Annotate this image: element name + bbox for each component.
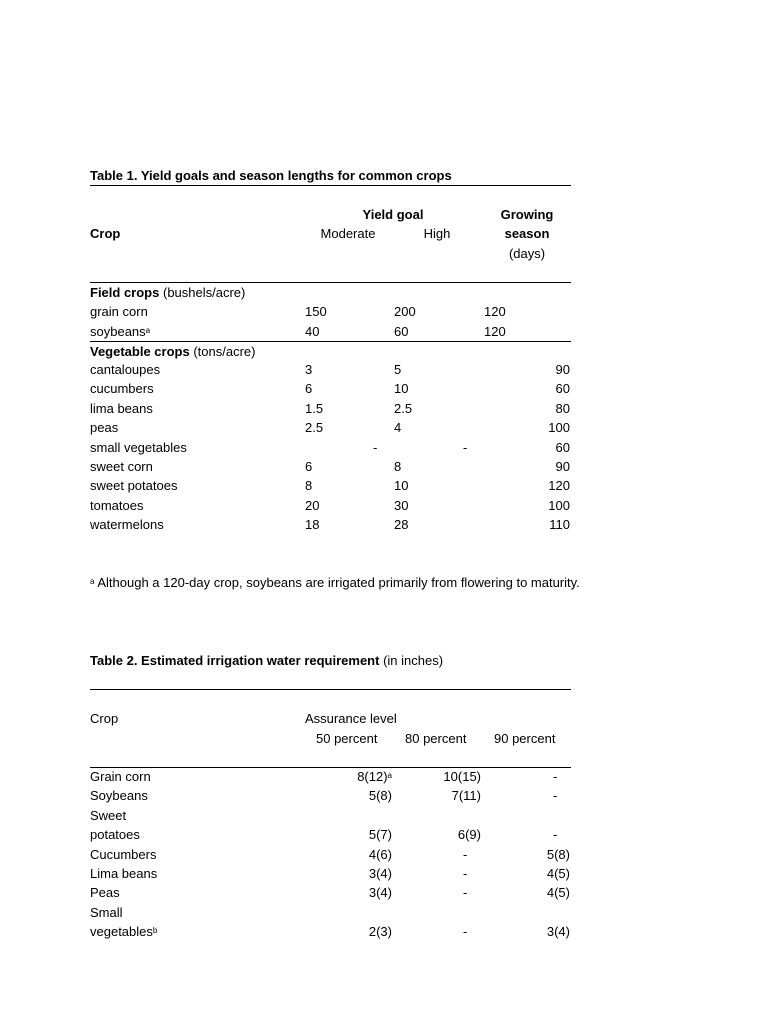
table2-crop-name-line1: Sweet <box>90 807 127 823</box>
table2-value-50: $8(12)^a$ <box>357 769 392 784</box>
vegetable-crop-high: 30 <box>394 497 409 513</box>
field-crops-section <box>90 285 245 301</box>
table1-header-crop: Crop <box>90 226 121 241</box>
superscript-mark: a <box>387 771 392 780</box>
vegetable-crop-season: 60 <box>555 381 570 397</box>
vegetable-crop-moderate: 6 <box>305 381 313 397</box>
table2-crop-name: Lima beans <box>90 866 158 881</box>
vegetable-crop-moderate: - <box>373 439 378 455</box>
table2-header-assurance: Assurance level <box>305 711 397 726</box>
table2-value-80: - <box>463 866 468 881</box>
vegetable-crop-season: 100 <box>548 497 570 513</box>
vegetable-crop-high: 10 <box>394 478 409 494</box>
table2-value-50: 3(4) <box>368 885 392 901</box>
vegetable-crop-name: sweet corn <box>90 459 153 474</box>
vegetable-crop-high: 5 <box>394 362 402 377</box>
table2-value-50: 5(8) <box>368 788 392 804</box>
vegetable-crop-moderate: 3 <box>305 362 313 377</box>
table2-crop-name: potatoes <box>90 827 140 843</box>
table2-caption-unit: (in inches) <box>383 653 444 668</box>
vegetable-crops-title: Vegetable crops <box>90 344 190 359</box>
field-crops-title: Field crops <box>90 285 160 300</box>
table2-value-90: 3(4) <box>546 924 570 940</box>
table1-footnote <box>90 575 580 591</box>
table2-value-80: - <box>463 846 468 862</box>
vegetable-crop-season: 60 <box>555 439 570 455</box>
vegetable-crop-high: 2.5 <box>394 400 413 416</box>
table2-value-50: 4(6) <box>368 846 392 862</box>
vegetable-crop-season: 90 <box>555 362 570 377</box>
table2-value-90: - <box>553 827 558 843</box>
field-crop-season: 120 <box>484 304 506 319</box>
table2-top-rule <box>90 689 571 690</box>
table2-crop-name: Peas <box>90 885 120 901</box>
table1-header-season: season <box>504 226 550 241</box>
field-crop-moderate: 150 <box>305 304 327 319</box>
table2-crop-name-line1: Small <box>90 904 123 920</box>
vegetable-crop-name: cucumbers <box>90 381 154 397</box>
vegetable-crop-name: sweet potatoes <box>90 478 178 494</box>
table2-crop-name: Grain corn <box>90 769 151 784</box>
table2-header-crop: Crop <box>90 711 119 726</box>
vegetable-crop-high: 28 <box>394 517 409 533</box>
table1-header-rule <box>90 282 571 283</box>
table2-caption <box>90 653 443 669</box>
vegetable-crop-moderate: 2.5 <box>305 420 324 436</box>
superscript-mark: a <box>145 325 151 335</box>
vegetable-crop-high: - <box>463 439 468 455</box>
vegetable-crop-moderate: 20 <box>305 497 320 513</box>
field-crop-name: grain corn <box>90 304 148 319</box>
vegetable-crop-moderate: 8 <box>305 478 313 494</box>
table2-header-50: 50 percent <box>316 731 378 746</box>
vegetable-crop-season: 80 <box>555 400 570 416</box>
table2-caption-title: Table 2. Estimated irrigation water requirement <box>90 653 380 668</box>
table2-value-80: 6(9) <box>457 827 481 843</box>
field-crop-moderate: 40 <box>305 323 320 339</box>
field-crop-season: 120 <box>484 323 506 339</box>
table2-value-80: 7(11) <box>451 788 481 804</box>
table1-header-yield-goal: Yield goal <box>362 207 424 222</box>
table2-value-80: - <box>463 885 468 901</box>
footnote-text: Although a 120-day crop, soybeans are irrigated primarily from flowering to maturity. <box>97 575 580 590</box>
table1-header-days: (days) <box>508 246 546 261</box>
table1-header-growing: Growing <box>500 207 554 222</box>
vegetable-crops-section <box>90 344 255 360</box>
table2-crop-name: Cucumbers <box>90 846 157 862</box>
table2-crop-name: vegetables$^b$ <box>90 924 158 940</box>
vegetable-crop-name: tomatoes <box>90 497 144 513</box>
field-crop-high: 200 <box>394 304 416 319</box>
table2-value-50: 5(7) <box>368 827 392 843</box>
vegetable-crop-moderate: 1.5 <box>305 400 324 416</box>
table2-crop-name: Soybeans <box>90 788 148 804</box>
table2-header-90: 90 percent <box>494 731 556 746</box>
vegetable-crop-high: 4 <box>394 420 402 436</box>
table2-header-rule <box>90 767 571 768</box>
table2-value-80: - <box>463 924 468 940</box>
superscript-mark: b <box>152 926 158 936</box>
table2-value-50: 2(3) <box>368 924 392 940</box>
footnote-mark: a <box>90 577 95 586</box>
vegetable-crop-name: cantaloupes <box>90 362 161 377</box>
table1-header-high: High <box>423 226 451 241</box>
table1-header-moderate: Moderate <box>320 226 376 241</box>
table1-section-rule <box>90 341 571 342</box>
vegetable-crop-name: small vegetables <box>90 439 187 455</box>
vegetable-crop-season: 100 <box>548 420 570 436</box>
field-crop-name: soybeans$^a$ <box>90 323 151 339</box>
table2-value-50: 3(4) <box>368 866 392 881</box>
vegetable-crop-name: lima beans <box>90 400 153 416</box>
vegetable-crop-moderate: 18 <box>305 517 320 533</box>
table2-value-90: 5(8) <box>546 846 570 862</box>
table2-value-90: 4(5) <box>546 885 570 901</box>
table2-value-80: 10(15) <box>443 769 481 784</box>
field-crops-unit: (bushels/acre) <box>162 285 246 300</box>
table1-top-rule <box>90 185 571 186</box>
vegetable-crop-moderate: 6 <box>305 459 313 474</box>
table2-header-80: 80 percent <box>405 731 467 746</box>
vegetable-crop-high: 10 <box>394 381 409 397</box>
table2-value-90: 4(5) <box>546 866 570 881</box>
vegetable-crop-season: 110 <box>549 517 570 533</box>
vegetable-crops-unit: (tons/acre) <box>193 344 256 359</box>
vegetable-crop-name: watermelons <box>90 517 164 533</box>
table2-value-90: - <box>553 788 558 804</box>
table2-value-90: - <box>553 769 558 784</box>
vegetable-crop-name: peas <box>90 420 119 436</box>
vegetable-crop-high: 8 <box>394 459 402 474</box>
table1-caption: Table 1. Yield goals and season lengths for common crops <box>90 168 452 183</box>
field-crop-high: 60 <box>394 323 409 339</box>
vegetable-crop-season: 90 <box>555 459 570 474</box>
vegetable-crop-season: 120 <box>548 478 570 494</box>
